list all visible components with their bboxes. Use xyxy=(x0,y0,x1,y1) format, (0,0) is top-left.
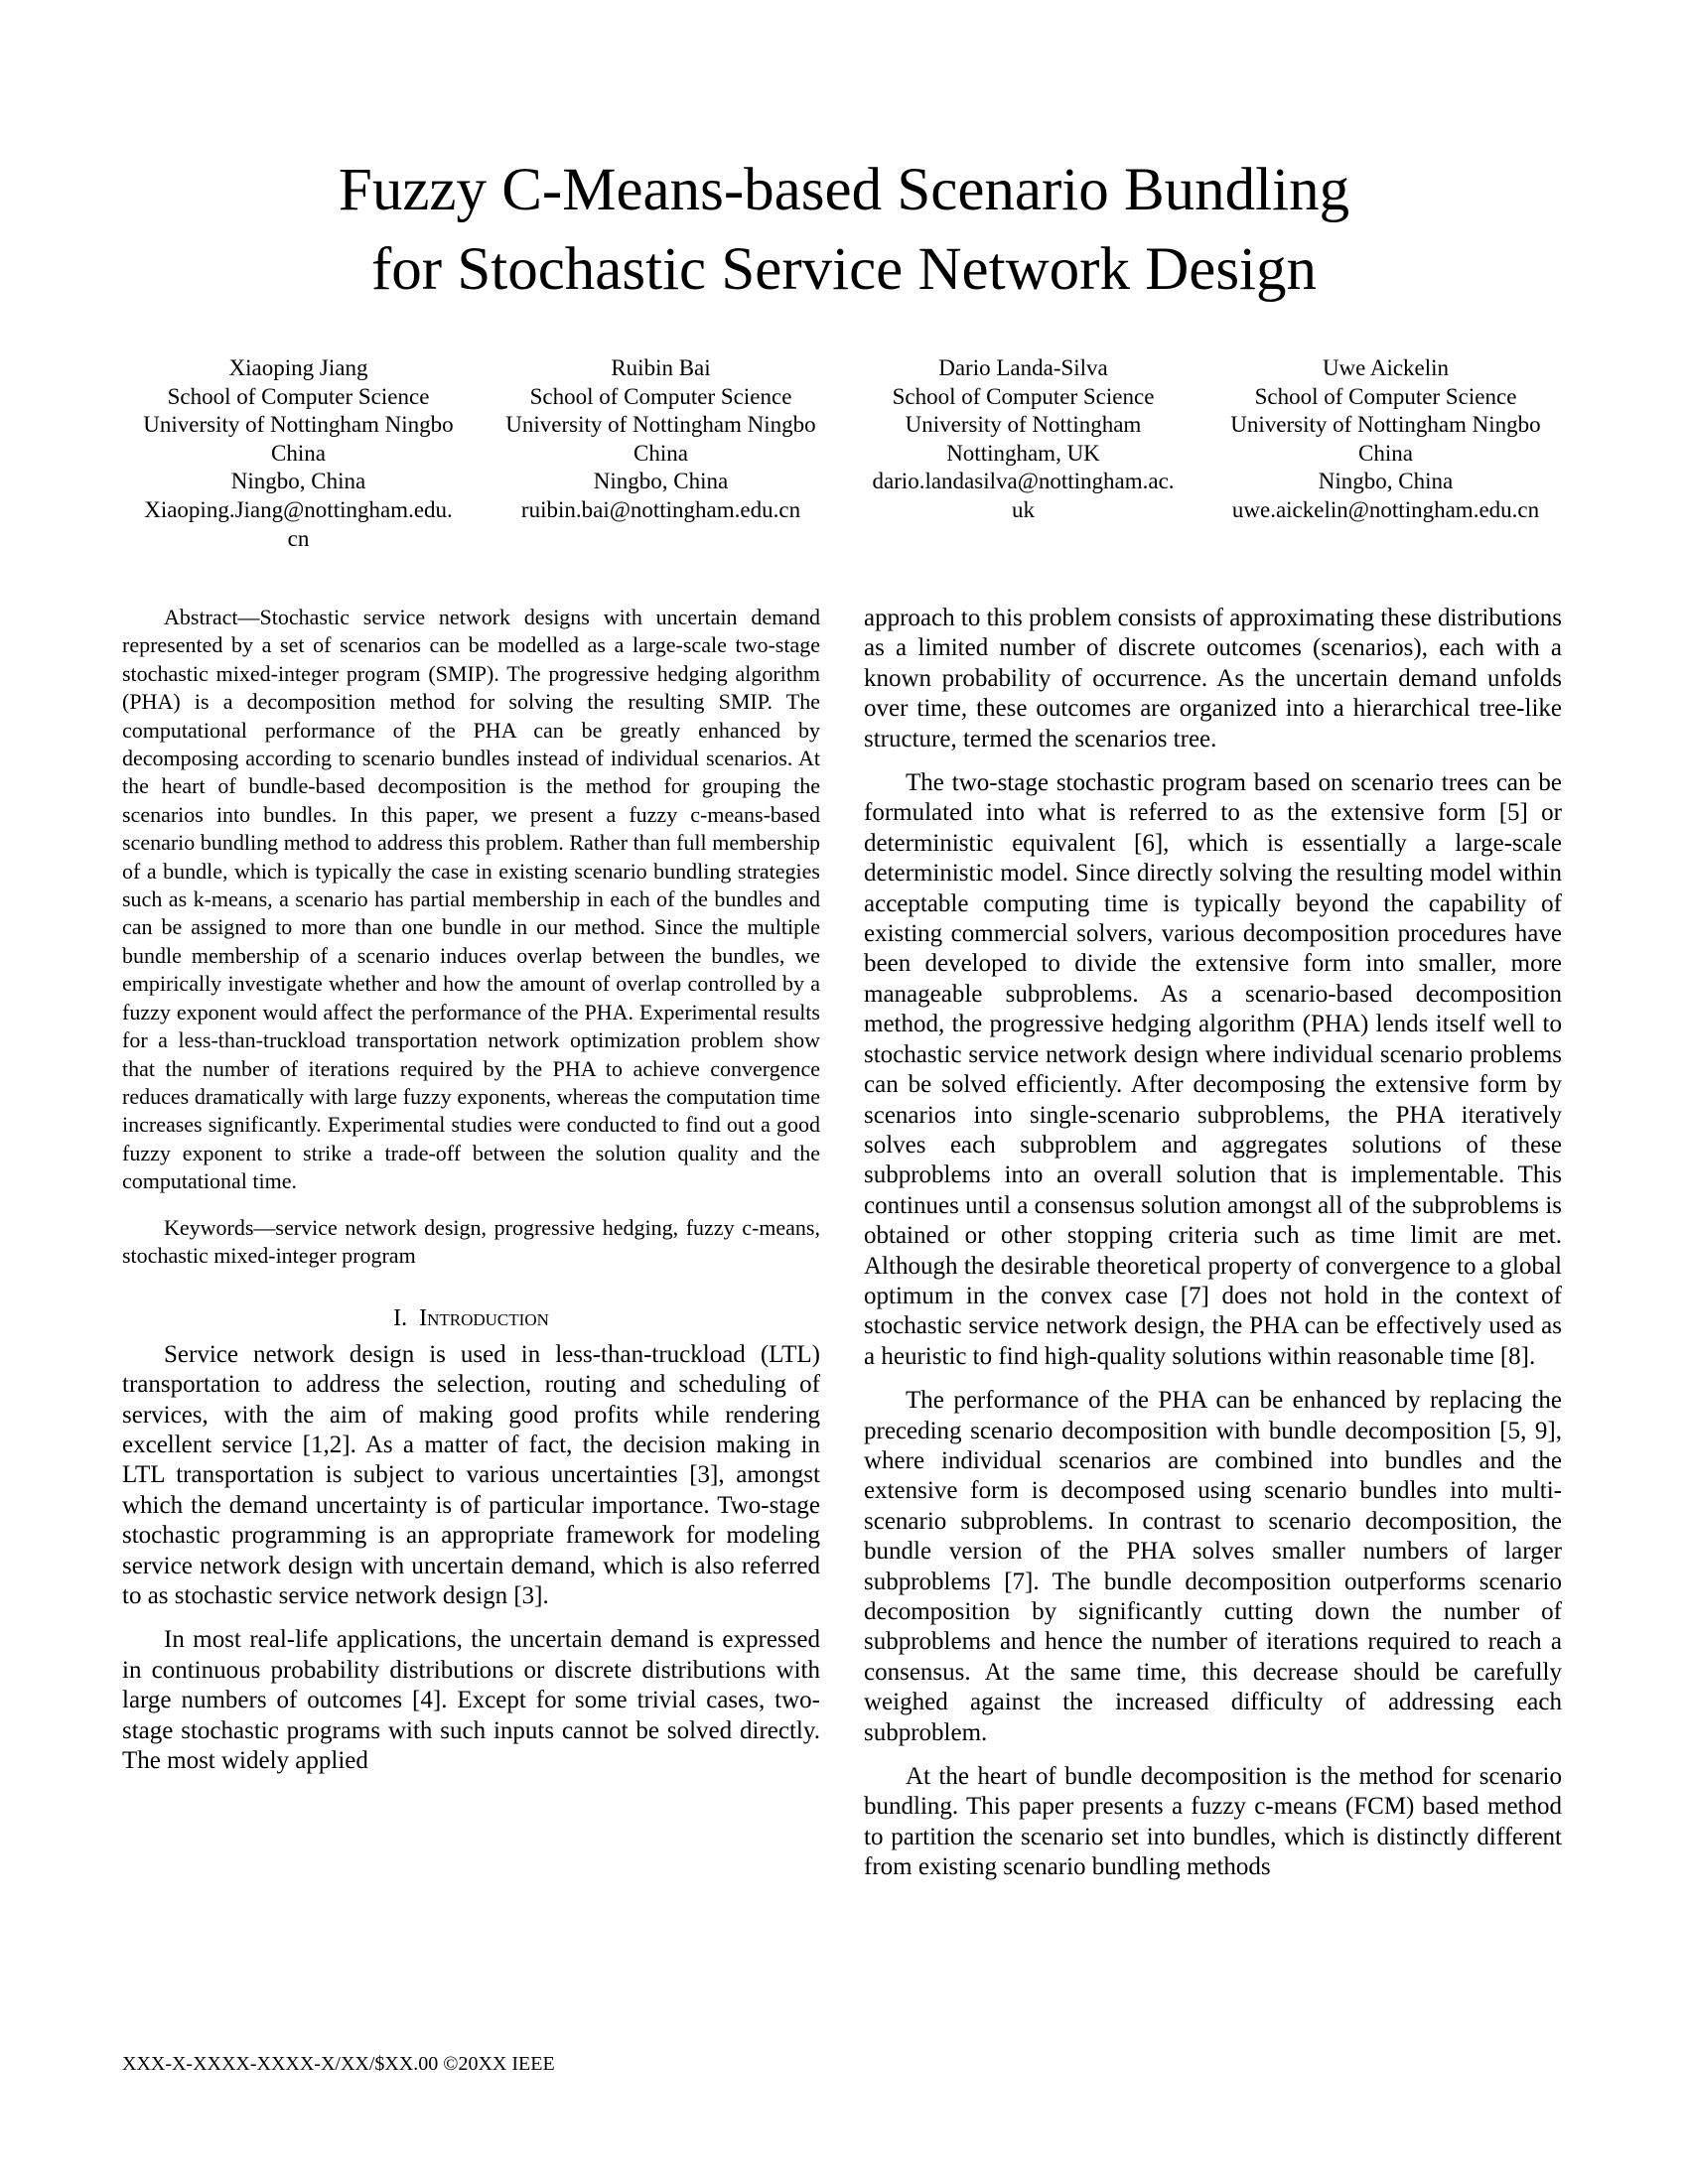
title-line-2: for Stochastic Service Network Design xyxy=(370,236,1318,303)
author-3 xyxy=(842,354,1204,553)
author-name: Dario Landa-Silva xyxy=(938,355,1108,380)
author-email: Xiaoping.Jiang@nottingham.edu. xyxy=(144,496,453,522)
author-affiliation: University of Nottingham Ningbo xyxy=(505,412,816,438)
author-name: Uwe Aickelin xyxy=(1322,355,1450,380)
abstract: Abstract—Stochastic service network designs with uncertain demand represented by a set of scenarios can be modelled as a large-scale two-stage stochastic mixed-integer program (SMIP). The progressive hedging algorithm (PHA) is a decomposition method for solving the resulting SMIP. The computational performance of the PHA can be greatly enhanced by decomposing according to scenario bundles instead of individual scenarios. At the heart of bundle-based decomposition is the method for grouping the scenarios into bundles. In this paper, we present a fuzzy c-means-based scenario bundling method to address this problem. Rather than full membership of a bundle, which is typically the case in existing scenario bundling strategies such as k-means, a scenario has partial membership in each of the bundles and can be assigned to more than one bundle in our method. Since the multiple bundle membership of a scenario induces overlap between the bundles, we empirically investigate whether and how the amount of overlap controlled by a fuzzy exponent would affect the performance of the PHA. Experimental results for a less-than-truckload transportation network optimization problem show that the number of iterations required by the PHA to achieve convergence reduces dramatically with large fuzzy exponents, whereas the computation time increases significantly. Experimental studies were conducted to find out a good fuzzy exponent to strike a trade-off between the solution quality and the computational time. xyxy=(122,605,820,1194)
section-heading xyxy=(122,1303,820,1333)
author-email: dario.landasilva@nottingham.ac. xyxy=(872,469,1175,494)
author-location: Nottingham, UK xyxy=(946,440,1100,466)
section-number: I. xyxy=(393,1305,408,1332)
title-line-1: Fuzzy C-Means-based Scenario Bundling xyxy=(338,157,1350,223)
author-affiliation: University of Nottingham Ningbo xyxy=(1230,412,1541,438)
body-paragraph: The two-stage stochastic program based on scenario trees can be formulated into what is referred to as the extensive form [5] or deterministic equivalent [6], which is essentially a large-scale deterministic model. Since directly solving the resulting model within acceptable computing time is typically beyond the capability of existing commercial solvers, various decomposition procedures have been developed to divide the extensive form into smaller, more manageable subproblems. As a scenario-based decomposition method, the progressive hedging algorithm (PHA) lends itself well to stochastic service network design where individual scenario problems can be solved efficiently. After decomposing the extensive form by scenarios into single-scenario subproblems, the PHA iteratively solves each subproblem and aggregates solutions of these subproblems into an overall solution that is implementable. This continues until a consensus solution amongst all of the subproblems is obtained or other stopping criteria such as time limit are met. Although the desirable theoretical property of convergence to a global optimum in the convex case [7] does not hold in the context of stochastic service network design, the PHA can be effectively used as a heuristic to find high-quality solutions within reasonable time [8]. xyxy=(864,769,1562,1370)
left-column xyxy=(122,604,820,1776)
author-4 xyxy=(1204,354,1567,553)
author-affiliation: China xyxy=(633,440,688,466)
body-paragraph: Service network design is used in less-than-truckload (LTL) transportation to address the selection, routing and scheduling of services, with the aim of making good profits while rendering excellent service [1,2]. As a matter of fact, the decision making in LTL transportation is subject to various uncertainties [3], amongst which the demand uncertainty is of particular importance. Two-stage stochastic programming is an appropriate framework for modeling service network design with uncertain demand, which is also referred to as stochastic service network design [3]. xyxy=(122,1340,820,1609)
paper-title xyxy=(169,151,1519,310)
author-2 xyxy=(480,354,842,553)
author-name: Ruibin Bai xyxy=(611,355,711,380)
author-email: uk xyxy=(1012,496,1035,522)
body-paragraph: approach to this problem consists of approximating these distributions as a limited number of discrete outcomes (scenarios), each with a known probability of occurrence. As the uncertain demand unfolds over time, these outcomes are organized into a hierarchical tree-like structure, termed the scenarios tree. xyxy=(864,605,1562,752)
author-affiliation: School of Computer Science xyxy=(167,383,430,409)
author-location: Ningbo, China xyxy=(593,469,729,494)
author-affiliation: School of Computer Science xyxy=(892,383,1155,409)
author-affiliation: China xyxy=(1358,440,1413,466)
body-paragraph: At the heart of bundle decomposition is the method for scenario bundling. This paper presents a fuzzy c-means (FCM) based method to partition the scenario set into bundles, which is distinctly different from existing scenario bundling methods xyxy=(864,1763,1562,1881)
body-paragraph: The performance of the PHA can be enhanced by replacing the preceding scenario decomposition with bundle decomposition [5, 9], where individual scenarios are combined into bundles and the extensive form is decomposed using scenario bundles into multi-scenario subproblems. In contrast to scenario decomposition, the bundle version of the PHA solves smaller numbers of larger subproblems [7]. The bundle decomposition outperforms scenario decomposition by significantly cutting down the number of subproblems and hence the number of iterations required to reach a consensus. At the same time, this decrease should be carefully weighed against the increased difficulty of addressing each subproblem. xyxy=(864,1387,1562,1746)
body-paragraph: In most real-life applications, the uncertain demand is expressed in continuous probability distributions or discrete distributions with large numbers of outcomes [4]. Except for some trivial cases, two-stage stochastic programs with such inputs cannot be solved directly. The most widely applied xyxy=(122,1626,820,1775)
author-block xyxy=(117,354,1567,553)
keywords: Keywords—service network design, progressive hedging, fuzzy c-means, stochastic mixed-integer program xyxy=(122,1214,820,1268)
right-column xyxy=(864,604,1562,1883)
copyright-footer: XXX-X-XXXX-XXXX-X/XX/$XX.00 ©20XX IEEE xyxy=(122,2053,555,2075)
section-title: Introduction xyxy=(419,1305,549,1332)
author-affiliation: School of Computer Science xyxy=(1254,383,1517,409)
author-1 xyxy=(117,354,480,553)
author-affiliation: University of Nottingham xyxy=(905,412,1142,438)
author-email: ruibin.bai@nottingham.edu.cn xyxy=(520,496,801,522)
author-affiliation: China xyxy=(271,440,326,466)
author-affiliation: University of Nottingham Ningbo xyxy=(143,412,454,438)
author-location: Ningbo, China xyxy=(1318,469,1454,494)
author-name: Xiaoping Jiang xyxy=(228,355,368,380)
author-affiliation: School of Computer Science xyxy=(529,383,792,409)
author-email: cn xyxy=(287,525,310,551)
author-email: uwe.aickelin@nottingham.edu.cn xyxy=(1231,496,1540,522)
author-location: Ningbo, China xyxy=(230,469,366,494)
